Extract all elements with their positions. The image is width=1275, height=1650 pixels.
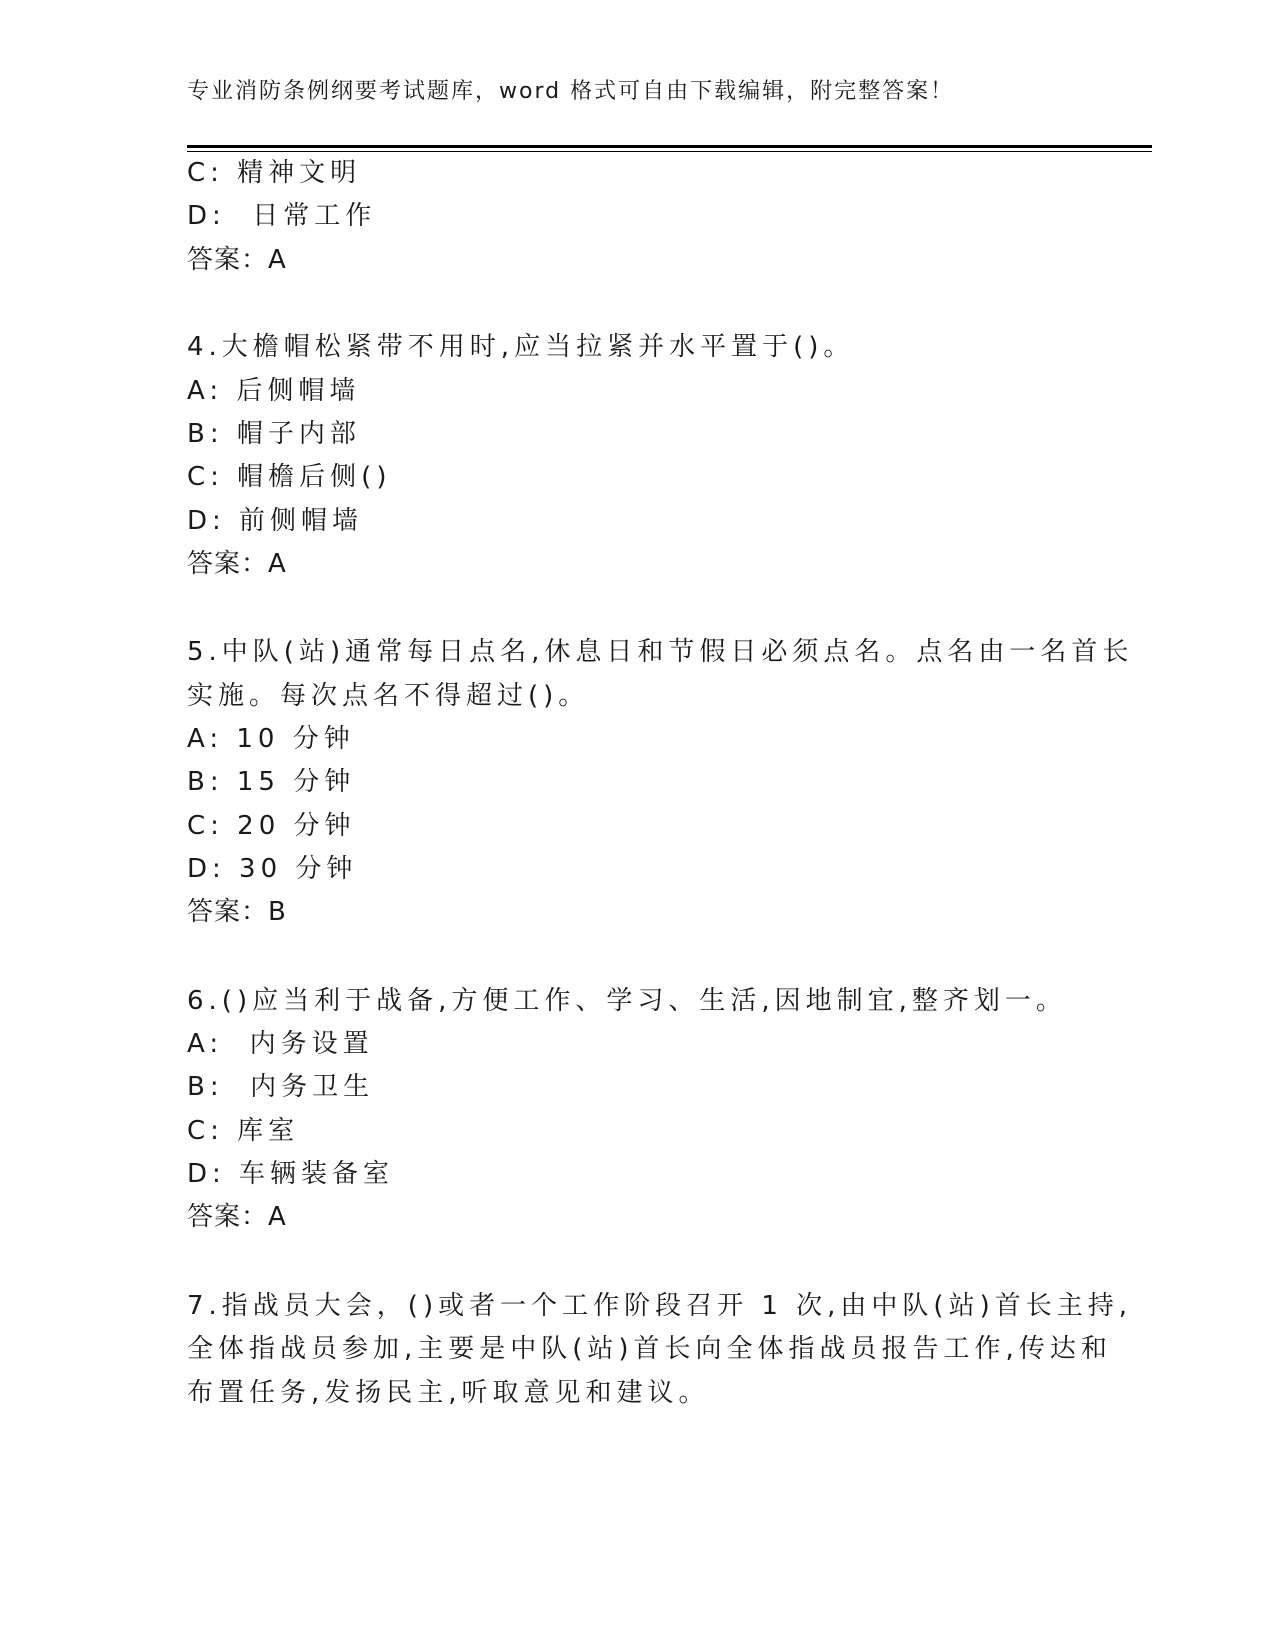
q7-question-line3: 布置任务,发扬民主,听取意见和建议。 bbox=[187, 1378, 710, 1408]
q4-question: 4.大檐帽松紧带不用时,应当拉紧并水平置于()。 bbox=[187, 332, 855, 362]
q4-option-d: D: 前侧帽墙 bbox=[187, 506, 364, 536]
q4-option-b: B: 帽子内部 bbox=[187, 419, 361, 449]
q5-option-b: B: 15 分钟 bbox=[187, 767, 356, 797]
q6-option-a: A: 内务设置 bbox=[187, 1029, 374, 1059]
q4-answer: 答案：A bbox=[187, 549, 287, 579]
q5-option-d: D: 30 分钟 bbox=[187, 854, 358, 884]
q3-answer: 答案：A bbox=[187, 245, 287, 275]
q4-option-a: A: 后侧帽墙 bbox=[187, 376, 361, 406]
header-divider-thick bbox=[187, 145, 1152, 148]
q4-option-c: C: 帽檐后侧() bbox=[187, 462, 392, 492]
q6-answer: 答案：A bbox=[187, 1202, 287, 1232]
page-header: 专业消防条例纲要考试题库，word 格式可自由下载编辑，附完整答案！ bbox=[187, 79, 955, 104]
q7-question-line1: 7.指战员大会，()或者一个工作阶段召开 1 次,由中队(站)首长主持, bbox=[187, 1291, 1132, 1321]
q5-question-line1: 5.中队(站)通常每日点名,休息日和节假日必须点名。点名由一名首长 bbox=[187, 637, 1134, 667]
q5-answer: 答案：B bbox=[187, 897, 287, 927]
q6-question: 6.()应当利于战备,方便工作、学习、生活,因地制宜,整齐划一。 bbox=[187, 986, 1067, 1016]
q3-option-d: D: 日常工作 bbox=[187, 201, 377, 231]
header-divider-thin bbox=[187, 151, 1152, 152]
q5-option-a: A: 10 分钟 bbox=[187, 724, 355, 754]
q6-option-b: B: 内务卫生 bbox=[187, 1072, 375, 1102]
q5-option-c: C: 20 分钟 bbox=[187, 811, 356, 841]
q6-option-d: D: 车辆装备室 bbox=[187, 1159, 395, 1189]
q7-question-line2: 全体指战员参加,主要是中队(站)首长向全体指战员报告工作,传达和 bbox=[187, 1334, 1112, 1364]
q6-option-c: C: 库室 bbox=[187, 1116, 300, 1146]
q3-option-c: C: 精神文明 bbox=[187, 158, 362, 188]
q5-question-line2: 实施。每次点名不得超过()。 bbox=[187, 681, 590, 711]
